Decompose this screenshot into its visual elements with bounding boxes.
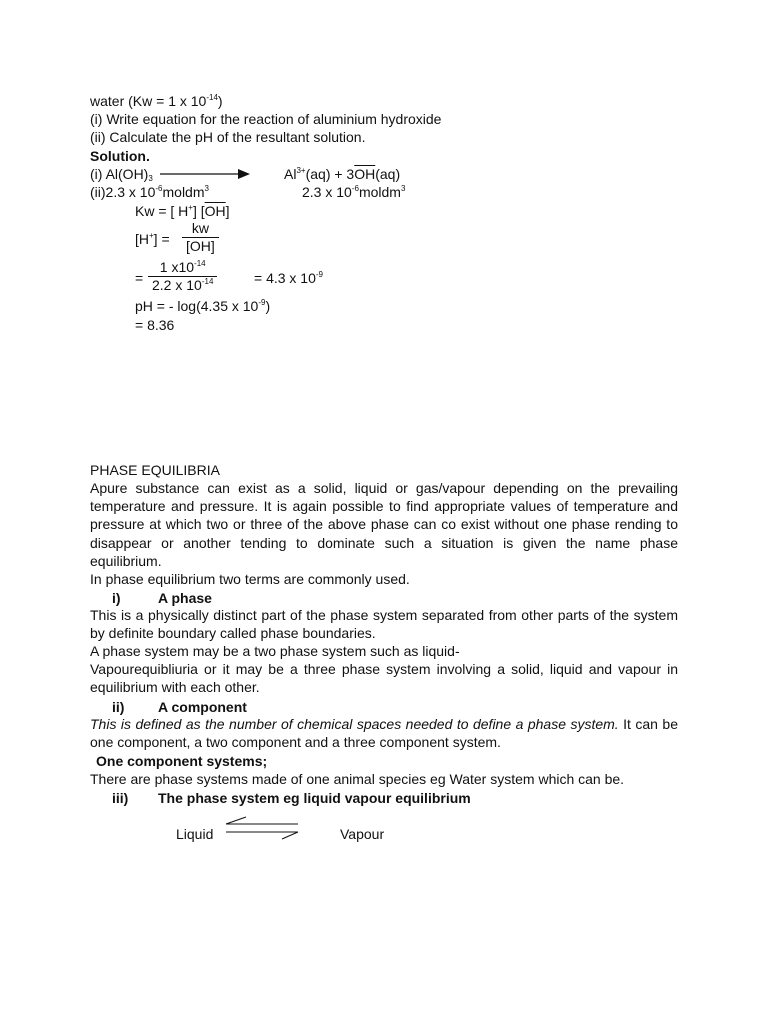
problem-line-water: water (Kw = 1 x $10^{-14}$) [90, 93, 223, 109]
fraction-kw-over-oh [182, 220, 219, 255]
concentration-left: (ii)2.3 x $10^{-6}moldm^3$ [90, 184, 209, 200]
terms-line: In phase equilibrium two terms are commonly used. [90, 571, 410, 587]
phase-example-line2: Vapourequibliuria or it may be a three phase system involving a solid, liquid and vapour in equilibrium with each other. [90, 661, 678, 696]
item-number-iii: iii) [112, 790, 129, 806]
fraction-value-numerator: 1 $x10^{-14}$ [159, 259, 206, 275]
solution-heading: Solution. [90, 148, 150, 164]
item-number-ii: ii) [112, 699, 125, 715]
kw-expression: Kw = [ H+] $[\overline{OH}]$ [135, 203, 230, 219]
phase-definition: This is a physically distinct part of the phase system separated from other parts of the system by definite boundary called phase boundaries. [90, 607, 678, 642]
reaction-arrow [160, 168, 250, 180]
ph-value: = 8.36 [135, 317, 175, 333]
vapour-label: Vapour [340, 826, 385, 842]
fraction-denominator: $[\overline{OH}]$ [182, 237, 219, 255]
phase-example-line1: A phase system may be a two phase system such as liquid- [90, 643, 460, 659]
item-title-phase-system: The phase system eg liquid vapour equilibrium [158, 790, 471, 806]
section-heading-phase-equilibria: PHASE EQUILIBRIA [90, 462, 220, 478]
equilibrium-arrows-icon [224, 816, 302, 840]
item-number-i: i) [112, 590, 121, 606]
liquid-label: Liquid [176, 826, 214, 842]
equation-reactant: (i) $Al(OH)_3$ [90, 166, 153, 183]
result-value: = 4.3 x $10^{-9}$ [254, 270, 324, 286]
question-ii: (ii) Calculate the pH of the resultant solution. [90, 129, 366, 145]
one-component-heading: One component systems; [96, 753, 268, 769]
equals-sign: = [135, 270, 144, 286]
item-title-component: A component [158, 699, 247, 715]
concentration-right: 2.3 x $10^{-6}moldm^3$ [302, 184, 406, 200]
equation-product: $Al^{3+}(aq) + 3\overline{OH}(aq)$ [284, 166, 401, 182]
one-component-text: There are phase systems made of one animal species eg Water system which can be. [90, 771, 625, 787]
intro-paragraph: Apure substance can exist as a solid, liquid or gas/vapour depending on the prevailing temperature and pressure. It is again possible to find appropriate values of temperature and pressure at which two or three of the above phase can co exist without one phase rending to disappear or another tending to dominate such a situation is given the name phase equilibrium. [90, 480, 678, 569]
h-ion-lhs: [H+] = [135, 231, 170, 247]
fraction-value-denominator: 2.2 x $10^{-14}$ [148, 276, 217, 294]
fraction-value [148, 259, 217, 294]
item-title-phase: A phase [158, 590, 212, 606]
fraction-numerator: kw [191, 220, 209, 236]
question-i: (i) Write equation for the reaction of aluminium hydroxide [90, 111, 442, 127]
component-definition: This is defined as the number of chemical spaces needed to define a phase system. It can be one component, a two component and a three component system. [90, 716, 679, 751]
ph-expression: pH = - log(4.35 x $10^{-9}$) [135, 298, 271, 314]
